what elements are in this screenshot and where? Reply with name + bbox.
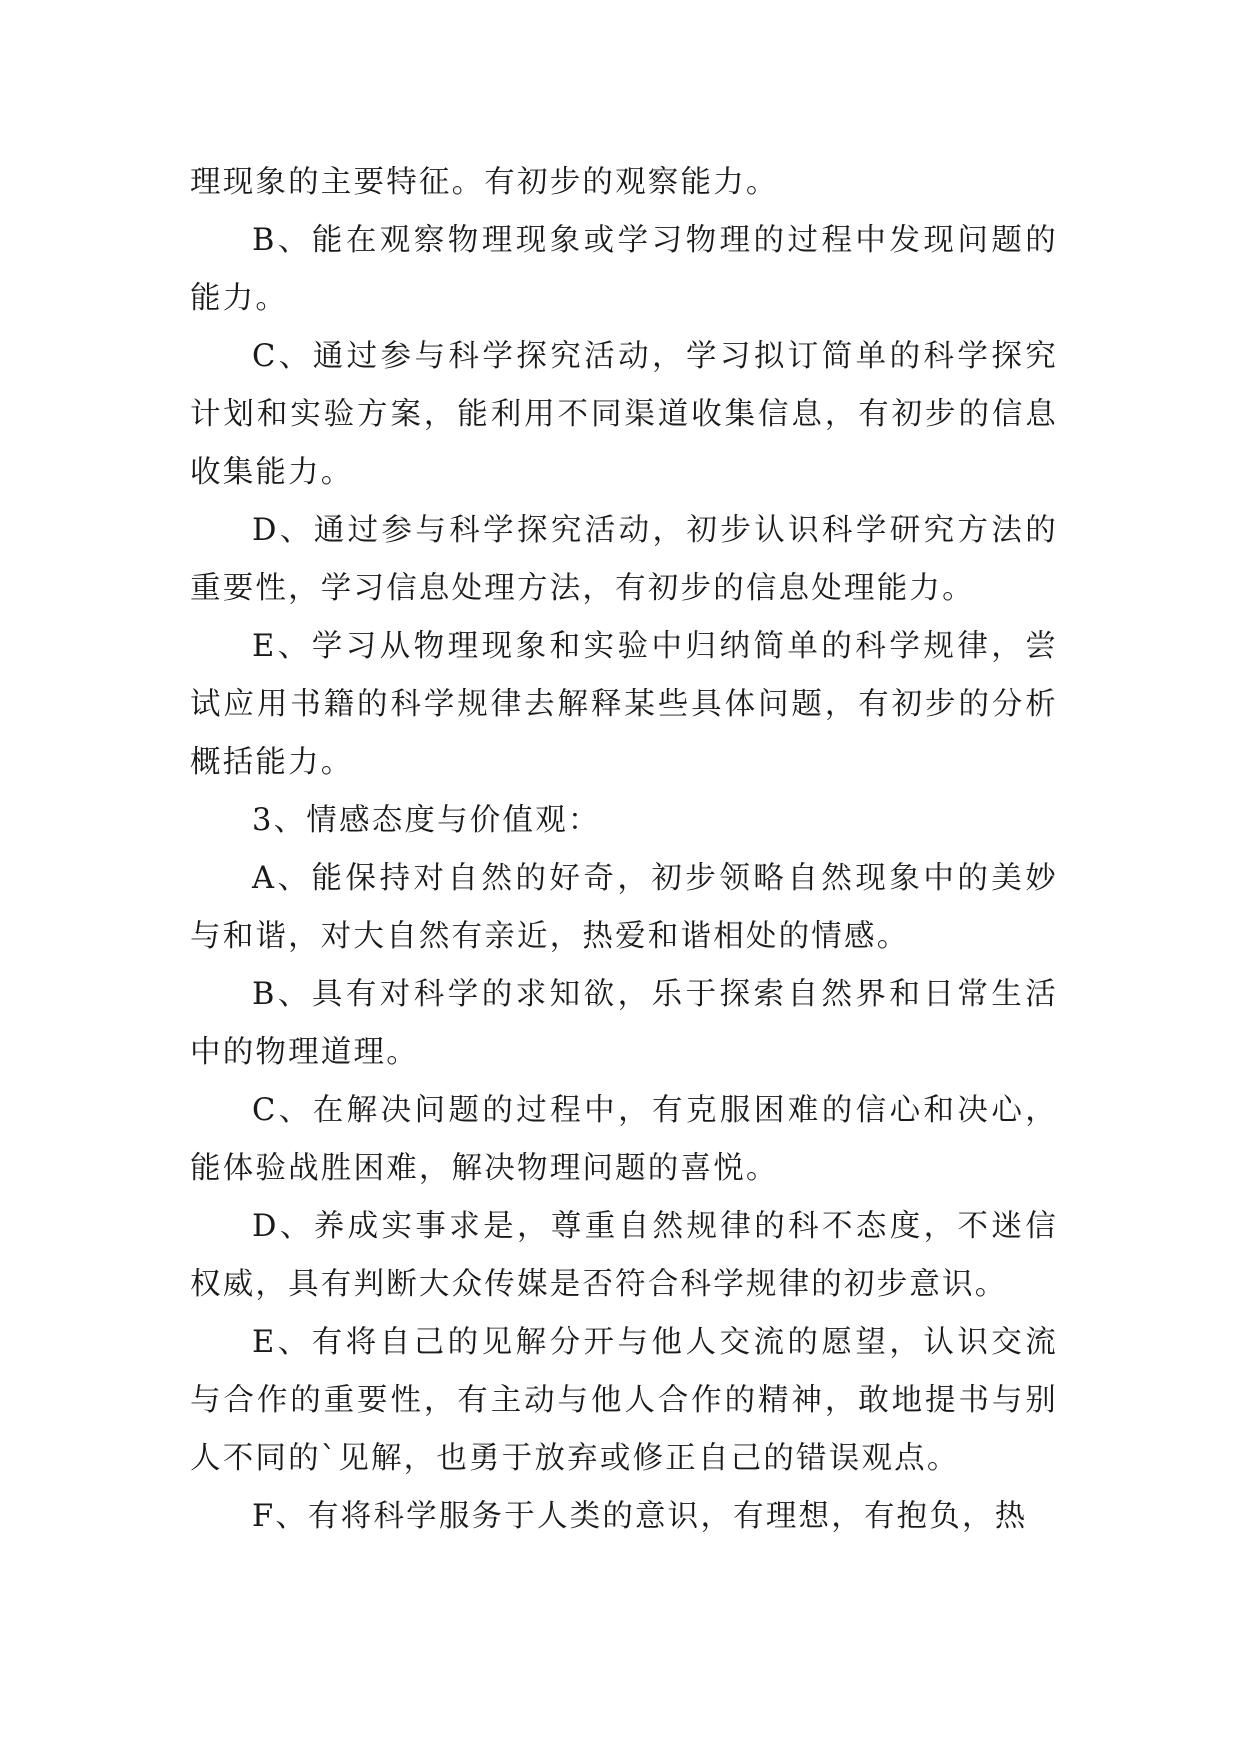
paragraph-attitude-e: E、有将自己的见解分开与他人交流的愿望，认识交流与合作的重要性，有主动与他人合作的精神，敢地提书与别人不同的`见解，也勇于放弃或修正自己的错误观点。 — [190, 1325, 1058, 1476]
paragraph-skill-d: D、通过参与科学探究活动，初步认识科学研究方法的重要性，学习信息处理方法，有初步的信息处理能力。 — [190, 513, 1058, 606]
paragraph-attitude-a: A、能保持对自然的好奇，初步领略自然现象中的美妙与和谐，对大自然有亲近，热爱和谐相处的情感。 — [190, 861, 1058, 954]
paragraph-attitude-d: D、养成实事求是，尊重自然规律的科不态度，不迷信权威，具有判断大众传媒是否符合科学规律的初步意识。 — [190, 1209, 1058, 1302]
paragraph-attitude-b: B、具有对科学的求知欲，乐于探索自然界和日常生活中的物理道理。 — [190, 977, 1058, 1070]
paragraph-skill-b: B、能在观察物理现象或学习物理的过程中发现问题的能力。 — [190, 223, 1058, 316]
paragraph-attitude-c: C、在解决问题的过程中，有克服困难的信心和决心，能体验战胜困难，解决物理问题的喜悦。 — [190, 1093, 1058, 1186]
paragraph-skill-c: C、通过参与科学探究活动，学习拟订简单的科学探究计划和实验方案，能利用不同渠道收集信息，有初步的信息收集能力。 — [190, 339, 1058, 490]
document-body — [190, 154, 1058, 1546]
paragraph-attitude-f: F、有将科学服务于人类的意识，有理想，有抱负，热 — [252, 1499, 1028, 1534]
section-heading-attitudes: 3、情感态度与价值观： — [252, 803, 601, 838]
paragraph-continuation: 理现象的主要特征。有初步的观察能力。 — [190, 165, 779, 200]
paragraph-skill-e: E、学习从物理现象和实验中归纳简单的科学规律，尝试应用书籍的科学规律去解释某些具体问题，有初步的分析概括能力。 — [190, 629, 1058, 780]
